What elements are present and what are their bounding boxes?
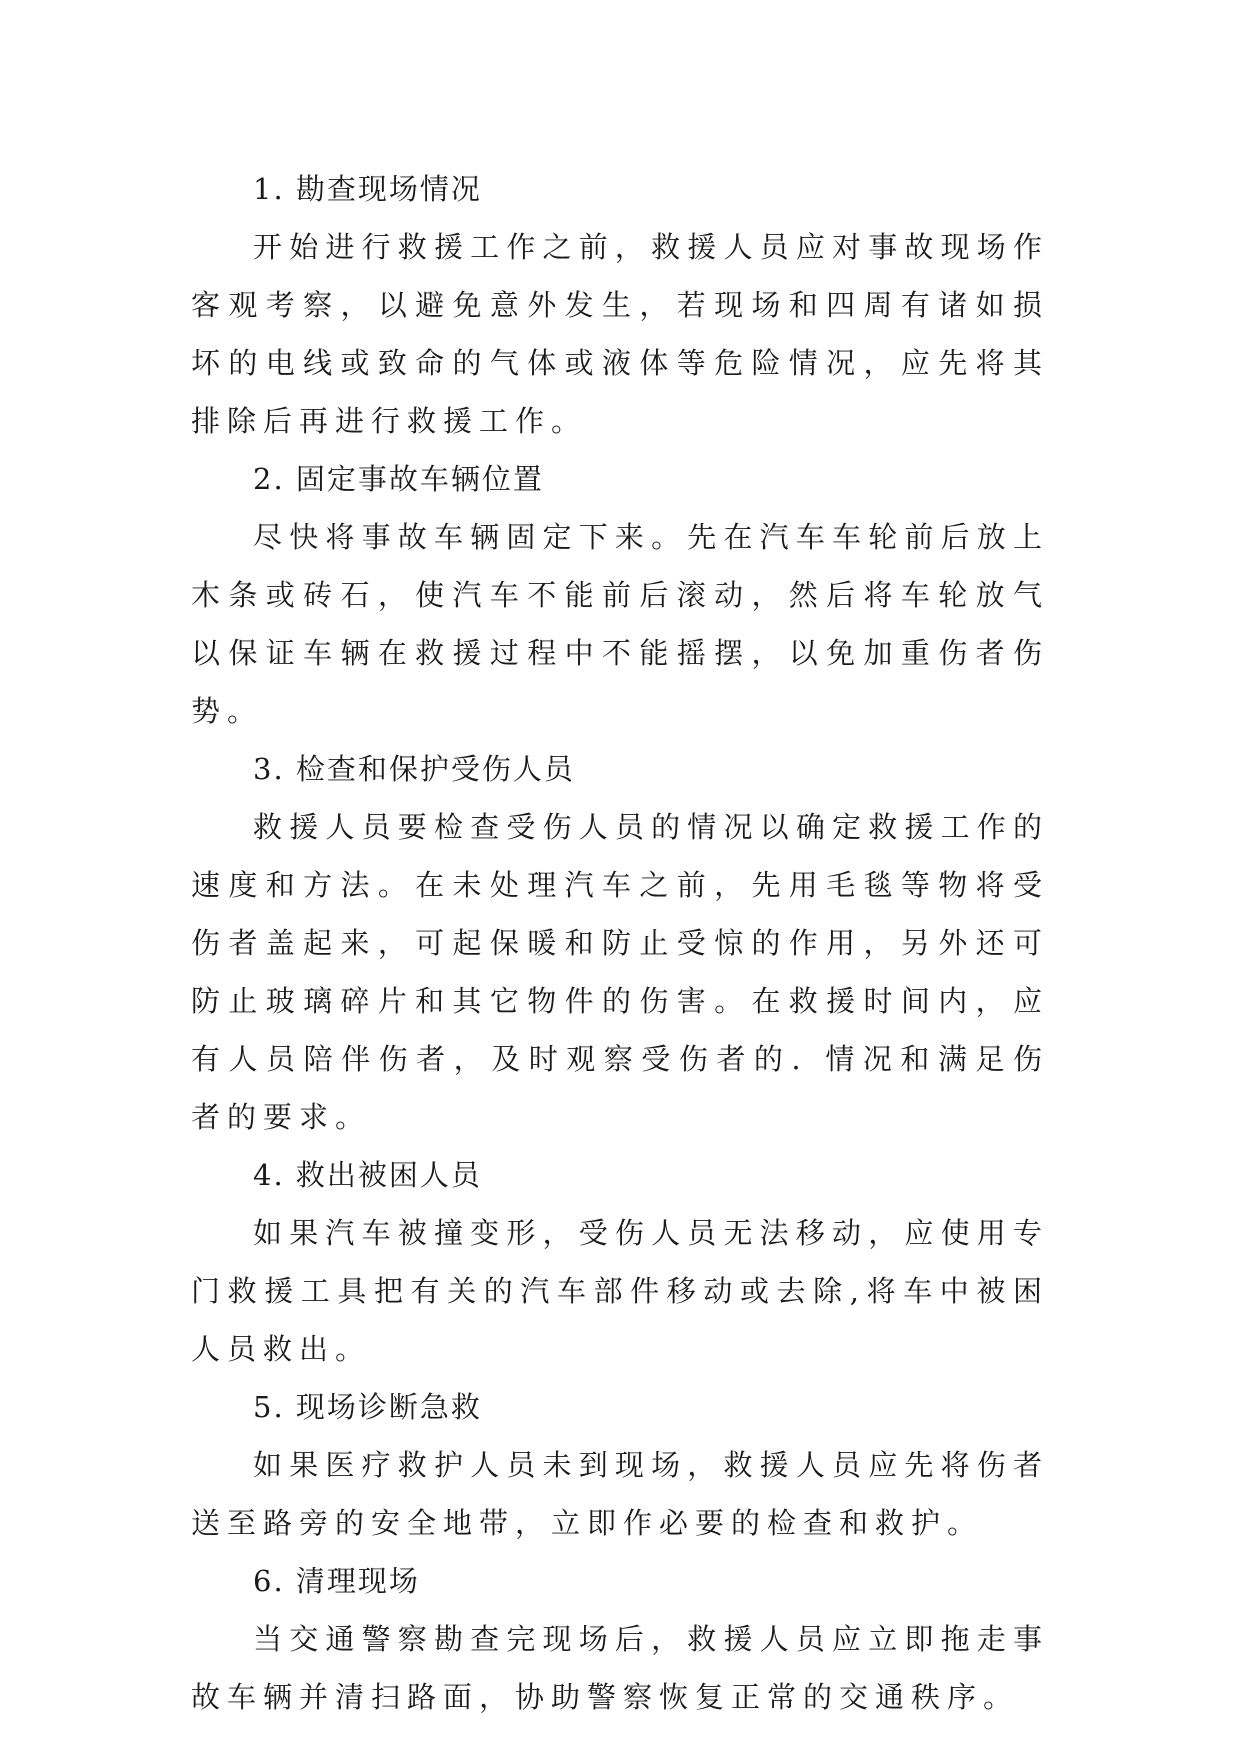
section-2-title: 2. 固定事故车辆位置 [253,462,544,496]
section-4-body: 如果汽车被撞变形，受伤人员无法移动，应使用专门救援工具把有关的汽车部件移动或去除,将车中被困人员救出。 [191,1216,1049,1366]
section-6-body: 当交通警察勘查完现场后，救援人员应立即拖走事故车辆并清扫路面，协助警察恢复正常的交通秩序。 [191,1622,1049,1714]
section-6-title: 6. 清理现场 [253,1564,420,1598]
section-3-title: 3. 检查和保护受伤人员 [253,752,575,786]
section-4 [191,1146,1049,1378]
section-2-body: 尽快将事故车辆固定下来。先在汽车车轮前后放上木条或砖石，使汽车不能前后滚动，然后将车轮放气以保证车辆在救援过程中不能摇摆，以免加重伤者伤势。 [191,520,1049,728]
section-1-title: 1. 勘查现场情况 [253,172,482,206]
section-5-title: 5. 现场诊断急救 [253,1390,482,1424]
section-6 [191,1552,1049,1726]
section-5 [191,1378,1049,1552]
section-2 [191,450,1049,740]
section-3 [191,740,1049,1146]
document-page [191,160,1049,1726]
section-4-title: 4. 救出被困人员 [253,1158,482,1192]
section-5-body: 如果医疗救护人员未到现场，救援人员应先将伤者送至路旁的安全地带，立即作必要的检查和救护。 [191,1448,1049,1540]
section-1 [191,160,1049,450]
section-1-body: 开始进行救援工作之前，救援人员应对事故现场作客观考察，以避免意外发生，若现场和四周有诸如损坏的电线或致命的气体或液体等危险情况，应先将其排除后再进行救援工作。 [191,230,1049,438]
section-3-body: 救援人员要检查受伤人员的情况以确定救援工作的速度和方法。在未处理汽车之前，先用毛毯等物将受伤者盖起来，可起保暖和防止受惊的作用，另外还可防止玻璃碎片和其它物件的伤害。在救援时间内，应有人员陪伴伤者，及时观察受伤者的. 情况和满足伤者的要求。 [191,810,1050,1134]
